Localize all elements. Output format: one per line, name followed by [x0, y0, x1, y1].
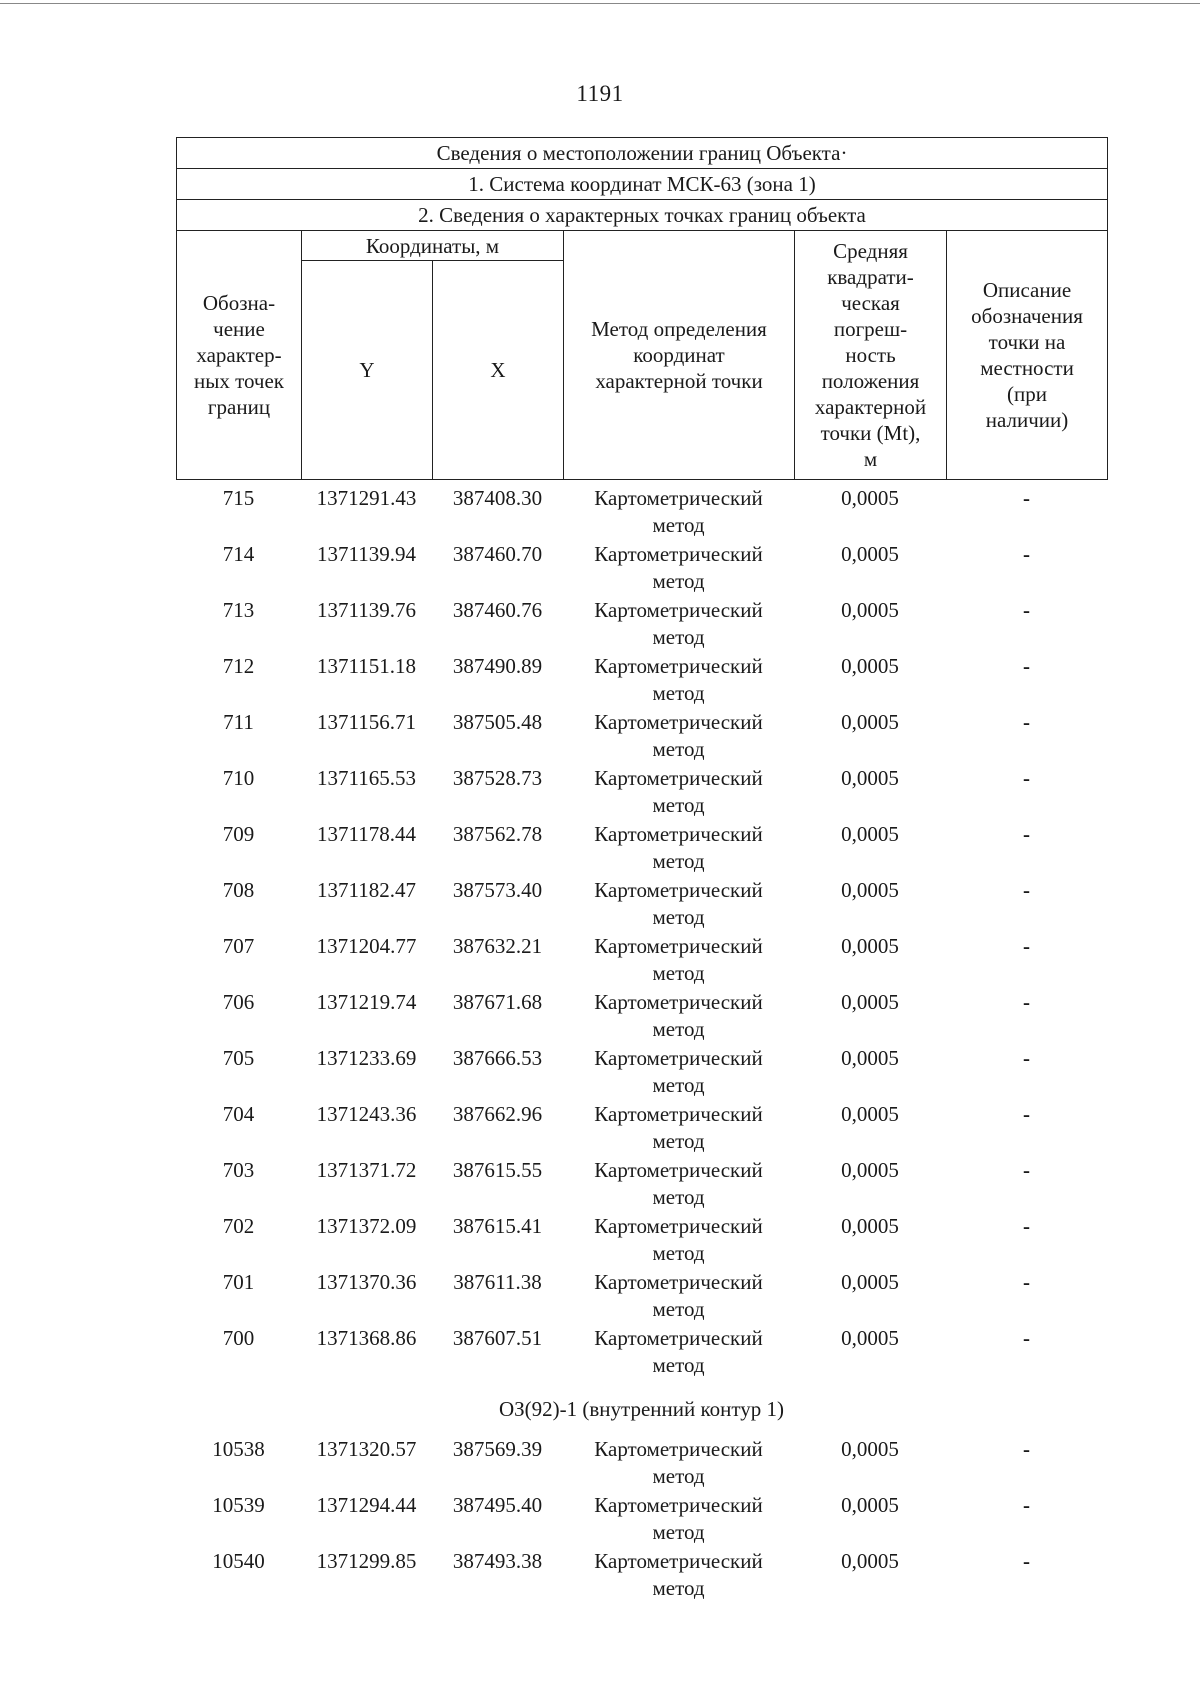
- cell-point-id: 708: [222, 878, 255, 902]
- cell-description: -: [1023, 1326, 1030, 1350]
- cell-point-id: 10539: [212, 1493, 265, 1517]
- table-row: [176, 709, 1107, 765]
- cell-error: 0,0005: [841, 1046, 899, 1070]
- cell-x: 387615.55: [452, 1158, 543, 1182]
- col-header-description: Описание обозначения точки на местности (при наличии): [947, 231, 1108, 480]
- cell-y: 1371139.76: [317, 598, 416, 622]
- cell-error: 0,0005: [841, 766, 899, 790]
- cell-y: 1371219.74: [316, 990, 417, 1014]
- table-row: [176, 1101, 1107, 1157]
- col-header-designation: Обозна- чение характер- ных точек границ: [177, 231, 302, 480]
- cell-y: 1371372.09: [316, 1214, 417, 1238]
- cell-y: 1371371.72: [316, 1158, 417, 1182]
- table-row: [176, 1045, 1107, 1101]
- cell-error: 0,0005: [841, 486, 899, 510]
- col-header-y: Y: [302, 261, 433, 480]
- cell-description: -: [1023, 1270, 1030, 1294]
- table-row: [176, 765, 1107, 821]
- cell-error: 0,0005: [841, 822, 899, 846]
- cell-y: 1371299.85: [316, 1549, 417, 1573]
- scan-edge-line: [0, 3, 1200, 4]
- cell-description: -: [1023, 766, 1030, 790]
- cell-description: -: [1023, 1046, 1030, 1070]
- table-body: [176, 485, 1107, 1604]
- cell-description: -: [1023, 1102, 1030, 1126]
- cell-y: 1371156.71: [317, 710, 416, 734]
- cell-description: -: [1023, 654, 1030, 678]
- table-title: Сведения о местоположении границ Объекта·: [177, 138, 1108, 169]
- rows-group-inner-contour: [176, 1436, 1107, 1604]
- cell-description: -: [1023, 486, 1030, 510]
- cell-point-id: 711: [223, 710, 254, 734]
- cell-description: -: [1023, 598, 1030, 622]
- cell-y: 1371368.86: [316, 1326, 417, 1350]
- cell-point-id: 701: [222, 1270, 255, 1294]
- col-header-error: Средняя квадрати- ческая погреш- ность положения характерной точки (Mt), м: [795, 231, 947, 480]
- cell-point-id: 710: [222, 766, 255, 790]
- cell-x: 387408.30: [452, 486, 543, 510]
- cell-y: 1371165.53: [317, 766, 416, 790]
- table-row: [176, 1548, 1107, 1604]
- cell-x: 387671.68: [452, 990, 543, 1014]
- cell-error: 0,0005: [841, 1158, 899, 1182]
- cell-point-id: 704: [222, 1102, 255, 1126]
- table-row: [176, 1492, 1107, 1548]
- table-row: [176, 933, 1107, 989]
- cell-description: -: [1023, 934, 1030, 958]
- cell-point-id: 709: [222, 822, 255, 846]
- cell-x: 387495.40: [452, 1493, 543, 1517]
- cell-x: 387611.38: [453, 1270, 542, 1294]
- table-row: [176, 821, 1107, 877]
- cell-y: 1371182.47: [317, 878, 416, 902]
- cell-method: Картометрический метод: [594, 1270, 763, 1321]
- table-header: [176, 137, 1108, 480]
- cell-method: Картометрический метод: [594, 878, 763, 929]
- cell-y: 1371151.18: [317, 654, 416, 678]
- cell-x: 387607.51: [452, 1326, 543, 1350]
- table-row: [176, 1269, 1107, 1325]
- cell-point-id: 10540: [212, 1549, 265, 1573]
- rows-group-main: [176, 485, 1107, 1381]
- cell-error: 0,0005: [841, 1102, 899, 1126]
- col-header-x: X: [433, 261, 564, 480]
- col-header-method: Метод определения координат характерной точки: [564, 231, 795, 480]
- cell-method: Картометрический метод: [594, 598, 763, 649]
- cell-point-id: 702: [222, 1214, 255, 1238]
- table-row: [176, 541, 1107, 597]
- cell-method: Картометрический метод: [594, 990, 763, 1041]
- cell-error: 0,0005: [841, 542, 899, 566]
- cell-description: -: [1023, 1437, 1030, 1461]
- cell-error: 0,0005: [841, 654, 899, 678]
- cell-error: 0,0005: [841, 1437, 899, 1461]
- table-row: [176, 597, 1107, 653]
- cell-x: 387490.89: [452, 654, 543, 678]
- cell-x: 387528.73: [452, 766, 543, 790]
- cell-method: Картометрический метод: [594, 542, 763, 593]
- cell-y: 1371320.57: [316, 1437, 417, 1461]
- cell-x: 387562.78: [452, 822, 543, 846]
- cell-point-id: 10538: [212, 1437, 265, 1461]
- cell-description: -: [1023, 1214, 1030, 1238]
- table-row: [176, 877, 1107, 933]
- cell-description: -: [1023, 878, 1030, 902]
- cell-method: Картометрический метод: [594, 822, 763, 873]
- cell-error: 0,0005: [841, 1493, 899, 1517]
- cell-method: Картометрический метод: [594, 1158, 763, 1209]
- cell-point-id: 705: [222, 1046, 255, 1070]
- cell-x: 387493.38: [452, 1549, 543, 1573]
- cell-y: 1371243.36: [316, 1102, 417, 1126]
- cell-method: Картометрический метод: [594, 934, 763, 985]
- cell-method: Картометрический метод: [594, 1549, 763, 1600]
- cell-description: -: [1023, 1549, 1030, 1573]
- cell-method: Картометрический метод: [594, 766, 763, 817]
- cell-error: 0,0005: [841, 1270, 899, 1294]
- cell-method: Картометрический метод: [594, 486, 763, 537]
- section-label: ОЗ(92)-1 (внутренний контур 1): [498, 1397, 785, 1421]
- cell-x: 387632.21: [452, 934, 543, 958]
- cell-point-id: 715: [222, 486, 255, 510]
- cell-method: Картометрический метод: [594, 1437, 763, 1488]
- cell-x: 387505.48: [452, 710, 543, 734]
- section-group: [176, 1381, 1107, 1436]
- cell-method: Картометрический метод: [594, 710, 763, 761]
- cell-error: 0,0005: [841, 878, 899, 902]
- cell-y: 1371291.43: [316, 486, 417, 510]
- cell-error: 0,0005: [841, 710, 899, 734]
- cell-point-id: 713: [222, 598, 255, 622]
- cell-error: 0,0005: [841, 598, 899, 622]
- cell-x: 387460.76: [452, 598, 543, 622]
- cell-x: 387569.39: [452, 1437, 543, 1461]
- cell-y: 1371233.69: [316, 1046, 417, 1070]
- cell-point-id: 700: [222, 1326, 255, 1350]
- cell-error: 0,0005: [841, 990, 899, 1014]
- table-row: [176, 653, 1107, 709]
- cell-y: 1371294.44: [316, 1493, 417, 1517]
- points-title: 2. Сведения о характерных точках границ объекта: [177, 200, 1108, 231]
- cell-y: 1371370.36: [316, 1270, 417, 1294]
- page-number: 1191: [576, 81, 624, 106]
- cell-method: Картометрический метод: [594, 654, 763, 705]
- cell-point-id: 706: [222, 990, 255, 1014]
- cell-method: Картометрический метод: [594, 1493, 763, 1544]
- cell-point-id: 703: [222, 1158, 255, 1182]
- cell-description: -: [1023, 710, 1030, 734]
- cell-x: 387573.40: [452, 878, 543, 902]
- cell-description: -: [1023, 1158, 1030, 1182]
- cell-method: Картометрический метод: [594, 1214, 763, 1265]
- table-row: [176, 1325, 1107, 1381]
- coordinate-system: 1. Система координат МСК-63 (зона 1): [177, 169, 1108, 200]
- cell-point-id: 712: [222, 654, 255, 678]
- cell-point-id: 714: [222, 542, 255, 566]
- cell-x: 387662.96: [452, 1102, 543, 1126]
- cell-description: -: [1023, 1493, 1030, 1517]
- table-row: [176, 1157, 1107, 1213]
- cell-x: 387666.53: [452, 1046, 543, 1070]
- cell-error: 0,0005: [841, 1326, 899, 1350]
- cell-description: -: [1023, 542, 1030, 566]
- table-row: [176, 1436, 1107, 1492]
- section-row: [176, 1381, 1107, 1436]
- table-row: [176, 485, 1107, 541]
- cell-description: -: [1023, 822, 1030, 846]
- cell-description: -: [1023, 990, 1030, 1014]
- col-header-coordinates: Координаты, м: [302, 231, 564, 261]
- table-row: [176, 989, 1107, 1045]
- cell-x: 387615.41: [452, 1214, 543, 1238]
- cell-y: 1371139.94: [317, 542, 416, 566]
- cell-method: Картометрический метод: [594, 1326, 763, 1377]
- cell-error: 0,0005: [841, 1549, 899, 1573]
- cell-error: 0,0005: [841, 934, 899, 958]
- cell-error: 0,0005: [841, 1214, 899, 1238]
- cell-method: Картометрический метод: [594, 1102, 763, 1153]
- cell-x: 387460.70: [452, 542, 543, 566]
- cell-point-id: 707: [222, 934, 255, 958]
- cell-y: 1371178.44: [317, 822, 416, 846]
- cell-method: Картометрический метод: [594, 1046, 763, 1097]
- cell-y: 1371204.77: [316, 934, 417, 958]
- table-row: [176, 1213, 1107, 1269]
